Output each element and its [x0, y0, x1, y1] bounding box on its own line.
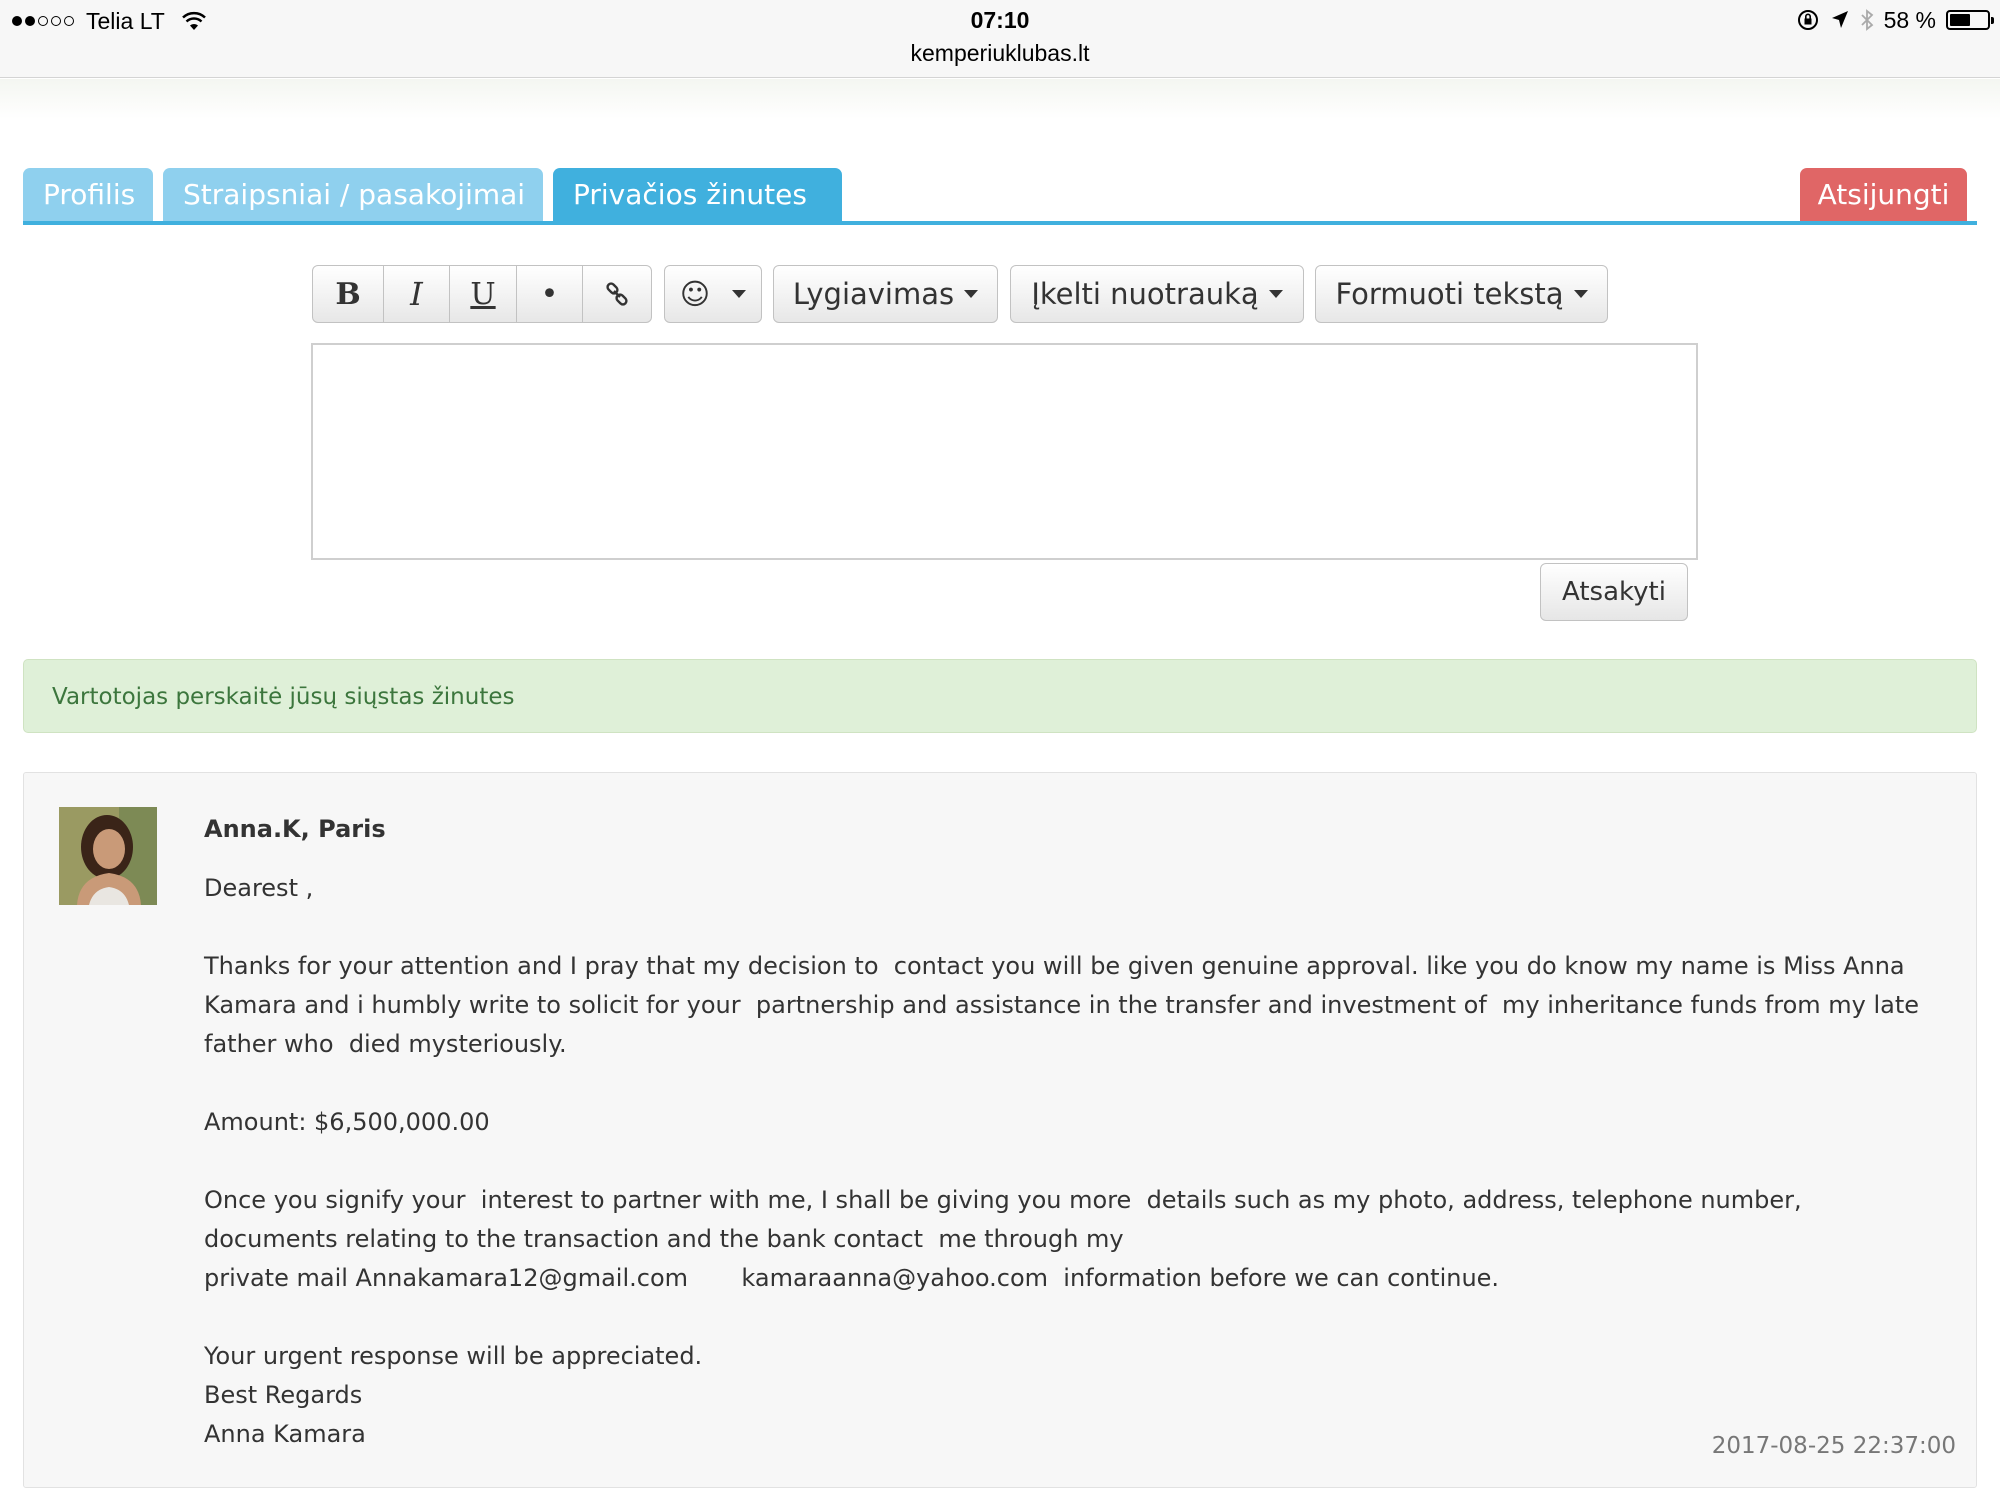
emoji-dropdown[interactable] — [664, 265, 762, 323]
alignment-dropdown[interactable] — [773, 265, 998, 323]
upload-photo-label: Įkelti nuotrauką — [1031, 277, 1259, 311]
smiley-icon: ☺ — [679, 277, 711, 311]
message-text-line: Best Regards — [204, 1381, 363, 1409]
avatar — [59, 807, 157, 905]
reply-button[interactable]: Atsakyti — [1540, 563, 1688, 621]
message-text-line: Thanks for your attention and I pray that my decision to contact you will be given genuine approval. like you do know my name is Miss Anna — [204, 952, 1905, 980]
upload-photo-dropdown[interactable] — [1010, 265, 1304, 323]
chevron-down-icon — [732, 290, 746, 298]
italic-button[interactable]: I — [383, 265, 450, 323]
tab-profile[interactable]: Profilis — [23, 168, 153, 221]
orientation-lock-icon — [1796, 8, 1820, 32]
status-time: 07:10 — [970, 7, 1030, 33]
chevron-down-icon — [1574, 290, 1588, 298]
battery-percentage: 58 % — [1883, 6, 1936, 33]
location-arrow-icon — [1830, 9, 1850, 31]
status-bar — [0, 0, 2000, 78]
bullet-list-button[interactable]: • — [516, 265, 583, 323]
message-body — [204, 869, 1944, 1454]
format-text-label: Formuoti tekstą — [1335, 277, 1564, 311]
bluetooth-icon — [1860, 8, 1874, 32]
alert-text: Vartotojas perskaitė jūsų siųstas žinutes — [52, 684, 515, 710]
message-card — [23, 772, 1977, 1488]
tab-articles[interactable]: Straipsniai / pasakojimai — [163, 168, 543, 221]
alignment-label: Lygiavimas — [792, 277, 955, 311]
message-text-line: documents relating to the transaction and the bank contact me through my — [204, 1225, 1124, 1253]
profile-tabs — [23, 168, 1977, 225]
chevron-down-icon — [1269, 290, 1283, 298]
format-text-dropdown[interactable] — [1315, 265, 1608, 323]
logout-button[interactable]: Atsijungti — [1800, 168, 1967, 221]
message-text-line: Your urgent response will be appreciated. — [204, 1342, 703, 1370]
address-bar-domain[interactable]: kemperiuklubas.lt — [910, 40, 1090, 66]
battery-icon — [1946, 10, 1990, 30]
chevron-down-icon — [964, 290, 978, 298]
message-text-line: private mail Annakamara12@gmail.com kamaraanna@yahoo.com information before we can continue. — [204, 1264, 1500, 1292]
link-button[interactable] — [582, 265, 652, 323]
read-receipt-alert — [23, 659, 1977, 733]
sender-photo — [59, 807, 157, 905]
carrier-name: Telia LT — [86, 7, 165, 34]
underline-button[interactable]: U — [449, 265, 517, 323]
message-text-line: father who died mysteriously. — [204, 1030, 567, 1058]
message-greeting: Dearest , — [204, 874, 314, 902]
message-sender: Anna.K, Paris — [204, 815, 386, 843]
status-right — [1796, 6, 1990, 34]
message-text-line: Once you signify your interest to partner with me, I shall be giving you more details such as my photo, address, telephone number, — [204, 1186, 1802, 1214]
message-text-line: Kamara and i humbly write to solicit for your partnership and assistance in the transfer and investment of my inheritance funds from my late — [204, 991, 1920, 1019]
message-editor[interactable] — [311, 343, 1698, 560]
message-signature: Anna Kamara — [204, 1420, 366, 1448]
bold-button[interactable]: B — [312, 265, 384, 323]
page-header-fade — [0, 79, 2000, 119]
message-amount: Amount: $6,500,000.00 — [204, 1108, 490, 1136]
link-icon — [604, 281, 630, 307]
message-timestamp: 2017-08-25 22:37:00 — [1711, 1433, 1956, 1459]
tab-private-messages[interactable]: Privačios žinutes — [553, 168, 842, 221]
